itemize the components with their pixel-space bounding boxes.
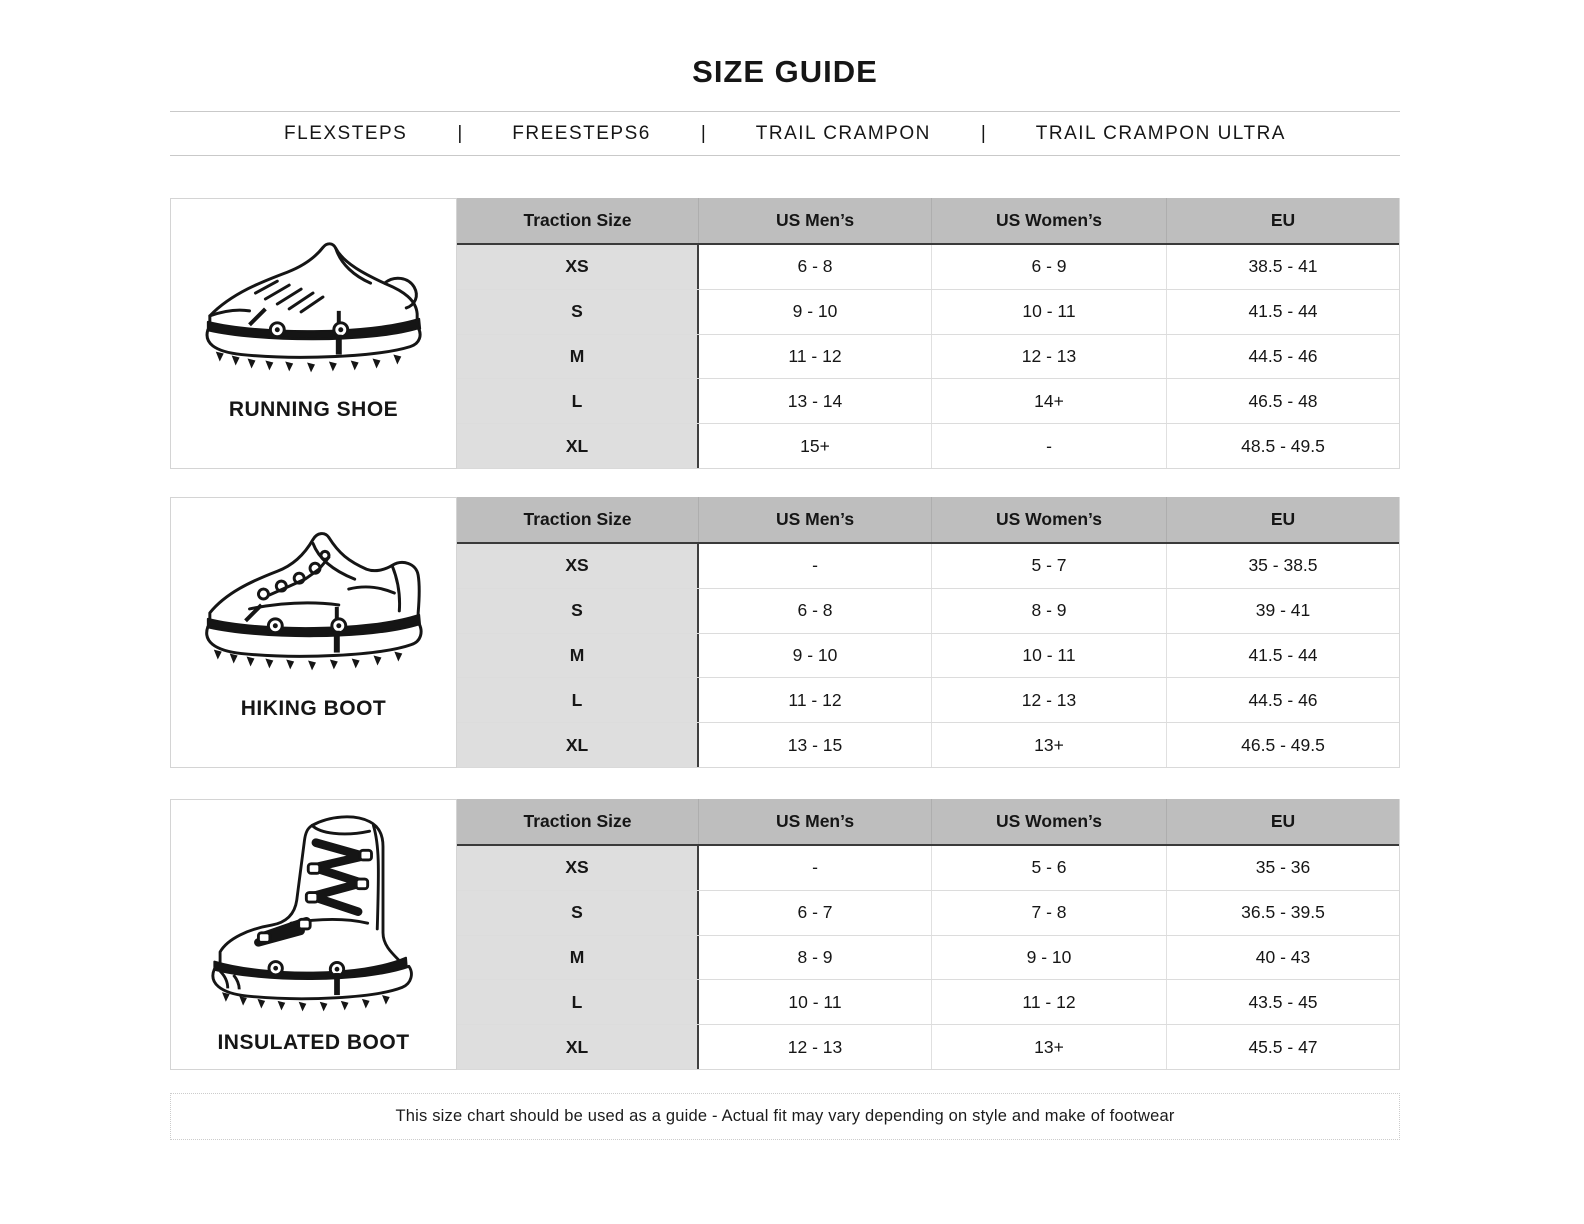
hiking-boot-icon <box>190 513 438 683</box>
size-value-cell: 46.5 - 48 <box>1248 390 1318 411</box>
shoe-label: HIKING BOOT <box>240 697 387 720</box>
column-header: US Men’s <box>699 198 932 243</box>
size-value-cell: 12 - 13 <box>699 1025 932 1069</box>
size-value-cell: 9 - 10 <box>932 936 1167 980</box>
table-row <box>457 891 1399 936</box>
nav-separator: | <box>980 122 986 144</box>
table-row <box>457 544 1399 589</box>
nav-separator: | <box>457 122 463 144</box>
size-value-cell: 8 - 9 <box>699 936 932 980</box>
traction-size-cell: L <box>457 379 699 423</box>
table-row <box>457 634 1399 679</box>
running-shoe-section <box>170 198 1400 469</box>
traction-size-cell: S <box>457 891 699 935</box>
shoe-label: INSULATED BOOT <box>217 1031 410 1054</box>
traction-size-cell: S <box>457 589 699 633</box>
shoe-label: RUNNING SHOE <box>228 398 399 421</box>
size-value-cell: - <box>932 424 1167 468</box>
hiking-boot-illustration <box>171 498 456 697</box>
table-header-row <box>457 497 1399 544</box>
hiking-boot-card <box>170 497 457 768</box>
hiking-boot-size-table <box>457 497 1400 768</box>
insulated-boot-illustration <box>171 800 456 1031</box>
traction-size-cell: L <box>457 678 699 722</box>
size-value-cell: 14+ <box>932 379 1167 423</box>
running-shoe-icon <box>190 219 438 379</box>
column-header: Traction Size <box>457 799 699 844</box>
size-value-cell: 6 - 8 <box>699 245 932 289</box>
size-value-cell: 38.5 - 41 <box>1248 256 1318 277</box>
size-value-cell: 5 - 6 <box>932 846 1167 890</box>
table-row <box>457 723 1399 767</box>
nav-item-trail-crampon[interactable]: TRAIL CRAMPON <box>755 122 931 144</box>
traction-size-cell: XL <box>457 424 699 468</box>
nav-separator: | <box>700 122 706 144</box>
column-header: US Men’s <box>699 799 932 844</box>
column-header: Traction Size <box>457 198 699 243</box>
table-row <box>457 846 1399 891</box>
table-row <box>457 335 1399 380</box>
insulated-boot-section <box>170 799 1400 1070</box>
table-row <box>457 980 1399 1025</box>
size-value-cell: 44.5 - 46 <box>1248 689 1318 710</box>
column-header: EU <box>1270 811 1296 831</box>
column-header: US Men’s <box>699 497 932 542</box>
table-row <box>457 424 1399 468</box>
insulated-boot-size-table <box>457 799 1400 1070</box>
size-value-cell: 7 - 8 <box>932 891 1167 935</box>
size-value-cell: 11 - 12 <box>699 335 932 379</box>
column-header: Traction Size <box>457 497 699 542</box>
traction-size-cell: XL <box>457 1025 699 1069</box>
size-value-cell: - <box>699 544 932 588</box>
size-value-cell: 10 - 11 <box>932 290 1167 334</box>
table-row <box>457 290 1399 335</box>
size-value-cell: 5 - 7 <box>932 544 1167 588</box>
size-value-cell: 35 - 38.5 <box>1248 555 1318 576</box>
size-value-cell: 6 - 7 <box>699 891 932 935</box>
size-value-cell: 10 - 11 <box>699 980 932 1024</box>
size-value-cell: 39 - 41 <box>1255 600 1311 621</box>
size-value-cell: 40 - 43 <box>1255 946 1311 967</box>
size-value-cell: 6 - 8 <box>699 589 932 633</box>
size-value-cell: 12 - 13 <box>932 678 1167 722</box>
size-value-cell: 8 - 9 <box>932 589 1167 633</box>
table-header-row <box>457 198 1399 245</box>
size-value-cell: 13+ <box>932 1025 1167 1069</box>
insulated-boot-card <box>170 799 457 1070</box>
size-guide-content <box>170 0 1400 1224</box>
size-value-cell: 15+ <box>699 424 932 468</box>
traction-size-cell: S <box>457 290 699 334</box>
running-shoe-size-table <box>457 198 1400 469</box>
size-value-cell: 36.5 - 39.5 <box>1241 902 1325 923</box>
size-value-cell: 45.5 - 47 <box>1248 1036 1318 1057</box>
hiking-boot-section <box>170 497 1400 768</box>
size-value-cell: 48.5 - 49.5 <box>1241 435 1325 456</box>
size-value-cell: 46.5 - 49.5 <box>1241 734 1325 755</box>
size-value-cell: 9 - 10 <box>699 290 932 334</box>
size-value-cell: - <box>699 846 932 890</box>
size-value-cell: 41.5 - 44 <box>1248 301 1318 322</box>
nav-item-flexsteps[interactable]: FLEXSTEPS <box>284 122 408 144</box>
traction-size-cell: M <box>457 936 699 980</box>
size-value-cell: 9 - 10 <box>699 634 932 678</box>
size-value-cell: 13 - 15 <box>699 723 932 767</box>
size-value-cell: 43.5 - 45 <box>1248 991 1318 1012</box>
traction-size-cell: XS <box>457 544 699 588</box>
table-row <box>457 678 1399 723</box>
size-value-cell: 6 - 9 <box>932 245 1167 289</box>
traction-size-cell: L <box>457 980 699 1024</box>
column-header: US Women’s <box>932 198 1167 243</box>
size-value-cell: 44.5 - 46 <box>1248 345 1318 366</box>
size-value-cell: 35 - 36 <box>1255 857 1311 878</box>
size-value-cell: 11 - 12 <box>932 980 1167 1024</box>
nav-item-trail-crampon-ultra[interactable]: TRAIL CRAMPON ULTRA <box>1035 122 1286 144</box>
running-shoe-illustration <box>171 199 456 398</box>
table-row <box>457 245 1399 290</box>
column-header: US Women’s <box>932 497 1167 542</box>
traction-size-cell: M <box>457 634 699 678</box>
table-row <box>457 379 1399 424</box>
table-header-row <box>457 799 1399 846</box>
table-row <box>457 589 1399 634</box>
traction-size-cell: XL <box>457 723 699 767</box>
size-value-cell: 11 - 12 <box>699 678 932 722</box>
page-title: SIZE GUIDE <box>692 54 878 89</box>
size-value-cell: 41.5 - 44 <box>1248 644 1318 665</box>
traction-size-cell: XS <box>457 846 699 890</box>
running-shoe-card <box>170 198 457 469</box>
size-value-cell: 10 - 11 <box>932 634 1167 678</box>
size-value-cell: 12 - 13 <box>932 335 1167 379</box>
size-value-cell: 13+ <box>932 723 1167 767</box>
traction-size-cell: M <box>457 335 699 379</box>
column-header: US Women’s <box>932 799 1167 844</box>
product-nav <box>170 111 1400 156</box>
table-row <box>457 936 1399 981</box>
disclaimer-note: This size chart should be used as a guide - Actual fit may vary depending on style and make of footwear <box>170 1093 1400 1140</box>
size-value-cell: 13 - 14 <box>699 379 932 423</box>
insulated-boot-icon <box>199 807 429 1025</box>
nav-item-freesteps6[interactable]: FREESTEPS6 <box>512 122 651 144</box>
traction-size-cell: XS <box>457 245 699 289</box>
column-header: EU <box>1270 509 1296 529</box>
column-header: EU <box>1270 210 1296 230</box>
table-row <box>457 1025 1399 1069</box>
